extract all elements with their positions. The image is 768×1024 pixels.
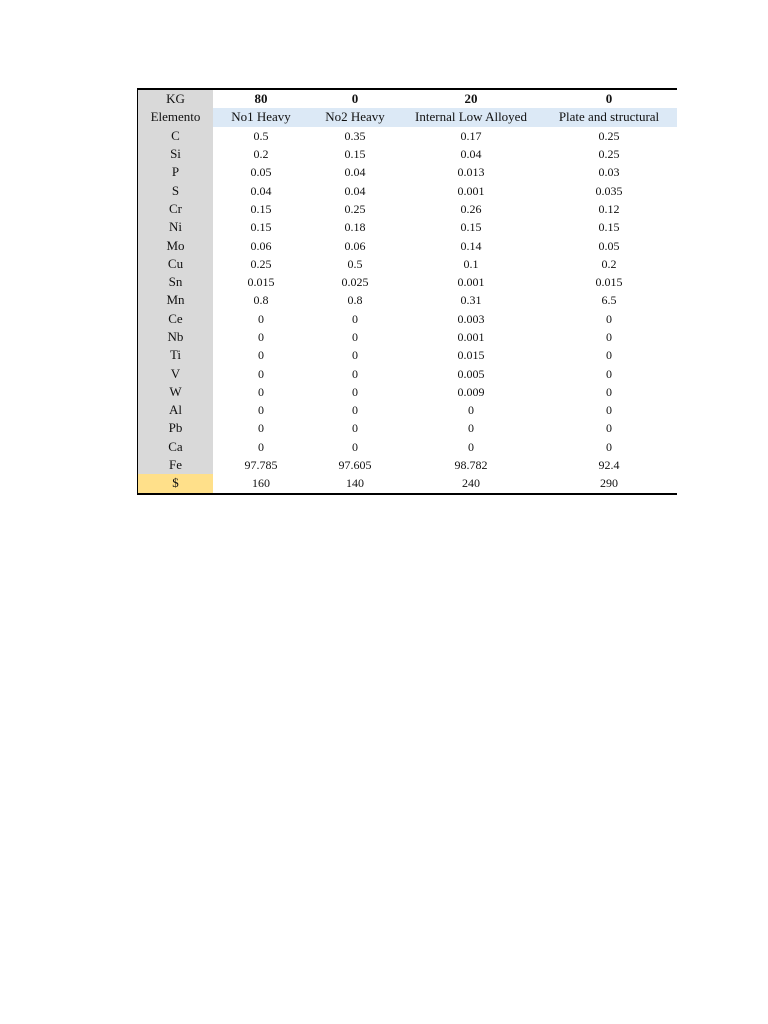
element-row-label[interactable]: C — [138, 127, 213, 145]
element-row — [138, 328, 677, 346]
element-row-label[interactable]: Al — [138, 401, 213, 419]
element-row-cell[interactable]: 0.2 — [253, 147, 269, 162]
element-row-cell[interactable]: 0.15 — [344, 147, 366, 162]
element-row-label[interactable]: P — [138, 163, 213, 181]
element-row-cell[interactable]: 0 — [352, 421, 358, 436]
element-row-cell[interactable]: 97.785 — [244, 458, 278, 473]
element-row-cell[interactable]: 0.25 — [598, 128, 620, 143]
element-row-cell[interactable]: 0 — [352, 311, 358, 326]
element-row-label[interactable]: Cr — [138, 200, 213, 218]
element-row — [138, 273, 677, 291]
element-row-cell[interactable]: 0.5 — [253, 128, 269, 143]
column-header[interactable]: No2 Heavy — [309, 108, 401, 126]
kg-cell[interactable]: 20 — [464, 91, 478, 107]
element-row-cell[interactable]: 0.25 — [250, 256, 272, 271]
element-row-cell[interactable]: 0.06 — [344, 238, 366, 253]
element-row-cell[interactable]: 98.782 — [454, 458, 488, 473]
element-row-cell[interactable]: 0.04 — [250, 183, 272, 198]
header-row — [138, 108, 677, 126]
element-row-cell[interactable]: 0 — [606, 311, 612, 326]
element-row-cell[interactable]: 0.04 — [344, 183, 366, 198]
element-row-label[interactable]: Sn — [138, 273, 213, 291]
element-row — [138, 456, 677, 474]
element-row-label[interactable]: Fe — [138, 456, 213, 474]
element-row-label[interactable]: V — [138, 364, 213, 382]
kg-cell[interactable]: 0 — [351, 91, 359, 107]
element-row-cell[interactable]: 0.31 — [460, 293, 482, 308]
element-row-cell[interactable]: 0 — [352, 439, 358, 454]
kg-cell[interactable]: 0 — [605, 91, 613, 107]
element-row — [138, 383, 677, 401]
element-row-cell[interactable]: 0 — [258, 366, 264, 381]
element-row-cell[interactable]: 0 — [258, 439, 264, 454]
element-row-cell[interactable]: 0.5 — [347, 256, 363, 271]
elemento-label[interactable]: Elemento — [138, 108, 213, 126]
kg-row — [138, 90, 677, 108]
element-row-cell[interactable]: 0.14 — [460, 238, 482, 253]
element-row-cell[interactable]: 0.015 — [247, 275, 275, 290]
element-row-label[interactable]: Mo — [138, 236, 213, 254]
element-row-cell[interactable]: 0.25 — [598, 147, 620, 162]
element-row-cell[interactable]: 0.15 — [460, 220, 482, 235]
element-row-cell[interactable]: 0 — [258, 330, 264, 344]
column-header[interactable]: No1 Heavy — [213, 108, 309, 126]
element-row-cell[interactable]: 0.15 — [250, 201, 272, 216]
element-row-cell[interactable]: 0.04 — [344, 165, 366, 180]
element-row — [138, 163, 677, 181]
element-row-cell[interactable]: 0 — [468, 439, 474, 454]
element-row-cell[interactable]: 0.05 — [250, 165, 272, 180]
element-row-cell[interactable]: 0 — [258, 421, 264, 436]
element-row-cell[interactable]: 0.009 — [457, 384, 485, 399]
element-row-cell[interactable]: 0.06 — [250, 238, 272, 253]
element-row-cell[interactable]: 0.003 — [457, 311, 485, 326]
element-row — [138, 310, 677, 328]
element-row-cell[interactable]: 0 — [468, 421, 474, 436]
element-row-cell[interactable]: 0 — [352, 330, 358, 344]
element-row-cell[interactable]: 0.15 — [598, 220, 620, 235]
element-row-cell[interactable]: 0 — [606, 348, 612, 363]
element-row-cell[interactable]: 0 — [258, 403, 264, 418]
column-header[interactable]: Plate and structural — [541, 108, 677, 126]
element-row — [138, 291, 677, 309]
element-row-cell[interactable]: 0.26 — [460, 201, 482, 216]
element-row-label[interactable]: S — [138, 181, 213, 199]
element-row-cell[interactable]: 0.35 — [344, 128, 366, 143]
element-row-cell[interactable]: 0 — [352, 348, 358, 363]
element-row-label[interactable]: Ni — [138, 218, 213, 236]
element-row-cell[interactable]: 0.1 — [463, 256, 479, 271]
column-header[interactable]: Internal Low Alloyed — [401, 108, 541, 126]
element-row-cell[interactable]: 0.15 — [250, 220, 272, 235]
element-row-cell[interactable]: 0.001 — [457, 275, 485, 290]
element-row — [138, 364, 677, 382]
price-row — [138, 474, 677, 492]
element-row-cell[interactable]: 0 — [258, 384, 264, 399]
element-row-label[interactable]: Nb — [138, 328, 213, 346]
element-row-cell[interactable]: 0 — [606, 403, 612, 418]
element-row-label[interactable]: Si — [138, 145, 213, 163]
element-row-label[interactable]: W — [138, 383, 213, 401]
element-row-cell[interactable]: 0 — [352, 366, 358, 381]
element-row-label[interactable]: Ce — [138, 310, 213, 328]
price-row-cell[interactable]: 240 — [462, 476, 480, 491]
element-row — [138, 218, 677, 236]
element-row-cell[interactable]: 0 — [606, 366, 612, 381]
element-row — [138, 236, 677, 254]
element-row-cell[interactable]: 0.015 — [595, 275, 623, 290]
element-row-cell[interactable]: 0.001 — [457, 183, 485, 198]
price-row-label[interactable]: $ — [138, 474, 213, 492]
element-row-cell[interactable]: 0 — [258, 311, 264, 326]
price-row-cell[interactable]: 160 — [252, 476, 270, 491]
price-row-cell[interactable]: 140 — [346, 476, 364, 491]
element-row-cell[interactable]: 0.18 — [344, 220, 366, 235]
kg-label[interactable]: KG — [138, 90, 213, 108]
element-row-cell[interactable]: 0.025 — [341, 275, 369, 290]
element-row-cell[interactable]: 0.8 — [347, 293, 363, 308]
element-row-cell[interactable]: 92.4 — [598, 458, 620, 473]
element-row-cell[interactable]: 0.25 — [344, 201, 366, 216]
element-row-cell[interactable]: 0.12 — [598, 201, 620, 216]
spreadsheet-table — [137, 88, 677, 495]
element-row-cell[interactable]: 0 — [606, 421, 612, 436]
element-row — [138, 419, 677, 437]
element-row-cell[interactable]: 0 — [468, 403, 474, 418]
element-row-cell[interactable]: 0.015 — [457, 348, 485, 363]
element-row — [138, 145, 677, 163]
price-row-cell[interactable]: 290 — [600, 476, 618, 491]
element-row-cell[interactable]: 0.04 — [460, 147, 482, 162]
element-row-label[interactable]: Mn — [138, 291, 213, 309]
element-row-cell[interactable]: 0.17 — [460, 128, 482, 143]
element-row-cell[interactable]: 0 — [258, 348, 264, 363]
element-row-cell[interactable]: 0 — [352, 384, 358, 399]
element-row-cell[interactable]: 0 — [352, 403, 358, 418]
element-row-cell[interactable]: 0.035 — [595, 183, 623, 198]
element-row-cell[interactable]: 0.2 — [601, 256, 617, 271]
element-row — [138, 401, 677, 419]
element-row — [138, 181, 677, 199]
element-row — [138, 438, 677, 456]
element-row — [138, 255, 677, 273]
element-row-label[interactable]: Cu — [138, 255, 213, 273]
element-row-cell[interactable]: 0.05 — [598, 238, 620, 253]
element-row-cell[interactable]: 0.8 — [253, 293, 269, 308]
element-row-label[interactable]: Pb — [138, 419, 213, 437]
element-row-cell[interactable]: 0.013 — [457, 165, 485, 180]
element-row-cell[interactable]: 0 — [606, 384, 612, 399]
element-row — [138, 127, 677, 145]
element-row-label[interactable]: Ca — [138, 438, 213, 456]
composition-table — [138, 90, 677, 493]
element-row-cell[interactable]: 6.5 — [601, 293, 617, 308]
element-row-cell[interactable]: 0 — [606, 330, 612, 344]
element-row-label[interactable]: Ti — [138, 346, 213, 364]
element-row-cell[interactable]: 0 — [606, 439, 612, 454]
element-row-cell[interactable]: 0.001 — [457, 330, 485, 344]
element-row-cell[interactable]: 0.005 — [457, 366, 485, 381]
element-row-cell[interactable]: 97.605 — [338, 458, 372, 473]
element-row — [138, 346, 677, 364]
element-row-cell[interactable]: 0.03 — [598, 165, 620, 180]
kg-cell[interactable]: 80 — [254, 91, 268, 107]
element-row — [138, 200, 677, 218]
